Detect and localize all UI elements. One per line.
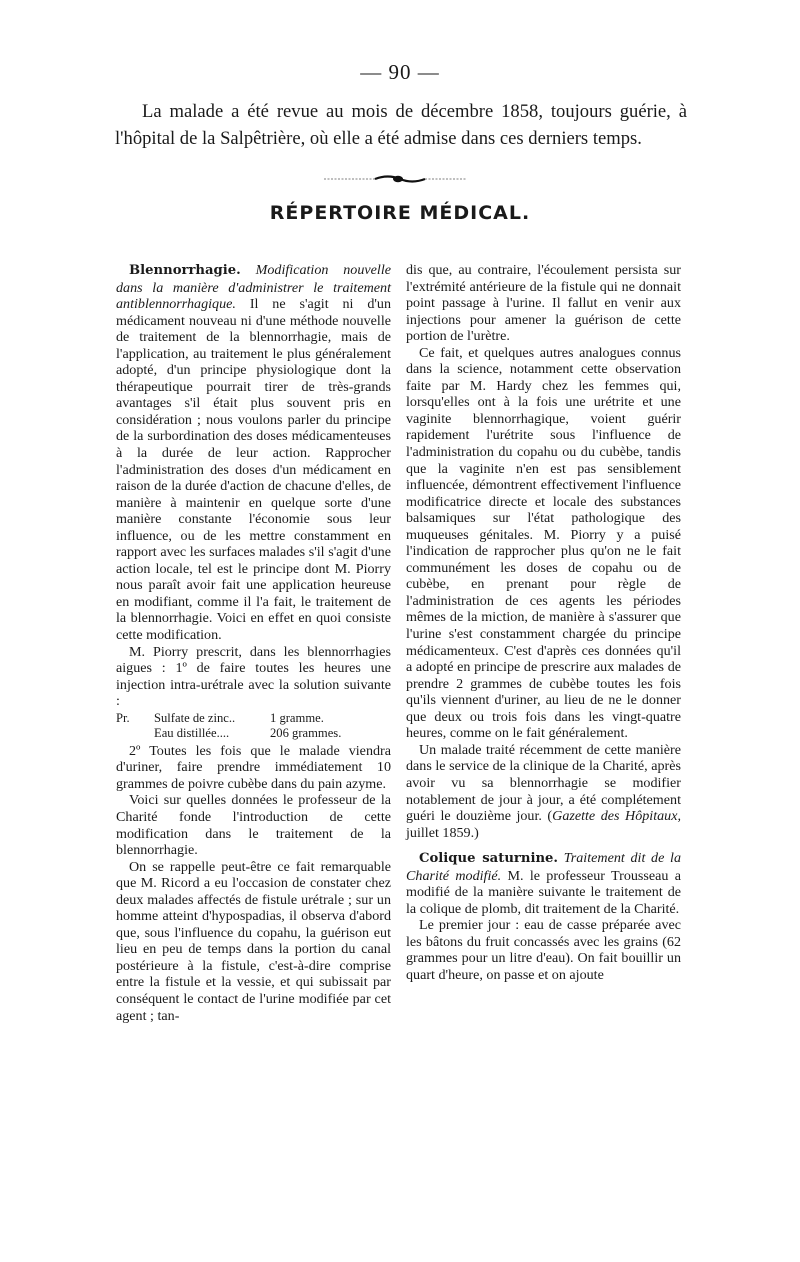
left-column <box>116 262 391 1024</box>
article-heading: Blennorrhagie. <box>129 263 241 278</box>
section-title: RÉPERTOIRE MÉDICAL. <box>269 202 531 224</box>
paragraph: Le premier jour : eau de casse préparée avec les bâtons du fruit concassés avec les grains (62 grammes pour un litre d'eau). On fait bouillir un quart d'heure, on passe et on ajoute <box>406 917 681 983</box>
prescription-row <box>116 711 391 726</box>
paragraph: 2º Toutes les fois que le malade viendra d'uriner, faire prendre immédiatement 10 grammes de poivre cubèbe dans du pain azyme. <box>116 742 391 792</box>
prescription-amount: 1 gramme. <box>270 710 324 725</box>
article-text: M. le professeur Trousseau a modifié de la manière suivante le traitement de la colique de plomb, dit traitement de la Charité. <box>406 867 682 917</box>
article-blennorrhagie <box>116 262 391 644</box>
article-text: Il ne s'agit ni d'un médicament nouveau ni d'une méthode nouvelle de traitement de la blennorrhagie, mais de l'application, au traitement le plus généralement adopté, d'un principe physiologique dont la thérapeutique pourrait tirer de très-grands avantages s'il était plus souvent pris en considération ; nous voulons parler du principe de la surbordination des doses médicamenteuses à la durée de leur action. Rapprocher l'administration des doses d'un médicament en raison de la durée d'action de chacune d'elles, de manière à maintenir en quelque sorte d'une manière constante l'économie sous leur influence, ou de les mettre constamment en rapport avec les surfaces malades s'il s'agit d'une action locale, tel est le principe dont M. Piorry nous paraît avoir fait une application heureuse en modifiant, comme il l'a fait, le traitement de la blennorrhagie. Voici en effet en quoi consiste cette modification. <box>116 296 391 644</box>
article-colique-saturnine <box>406 850 681 917</box>
paragraph <box>406 742 681 841</box>
intro-paragraph: La malade a été revue au mois de décembre 1858, toujours guérie, à l'hôpital de la Salpêtrière, où elle a été admise dans ces derniers temps. <box>115 101 687 149</box>
citation-date: juillet 1859.) <box>406 824 479 841</box>
paragraph-text: Un malade traité récemment de cette manière dans le service de la clinique de la Charité, après avoir vu sa blennorrhagie se modifier notablement de jour à jour, a été complétement guéri le douzième jour. ( <box>406 741 681 825</box>
paragraph: On se rappelle peut-être ce fait remarquable que M. Ricord a eu l'occasion de constater chez deux malades affectés de fistule urétrale ; sur un homme atteint d'hypospadias, il observa d'abord que, sous l'influence du copahu, la guérison eut lieu en peu de temps dans la portion du canal postérieure à la fistule, c'est-à-dire comprise entre la fistule et la vessie, et qui subissait par conséquent le contact de l'urine modifiée par cet agent ; tan- <box>116 858 391 1024</box>
prescription-prefix: Pr. <box>116 710 130 725</box>
right-column <box>406 262 681 984</box>
ornament-divider-icon <box>320 172 470 186</box>
page-number: — 90 — <box>360 60 440 84</box>
paragraph: Ce fait, et quelques autres analogues connus dans la science, notamment cette observation faite par M. Hardy chez les femmes qui, lorsqu'elles ont à la fois une urétrite et une vaginite blennorrhagique, voient guérir rapidement l'urétrite sous l'influence de l'administration du copahu ou du cubèbe, tandis que la vaginite n'en est pas sensiblement influencée, démontrent effectivement l'influence modificatrice directe et locale des substances balsamiques sur l'état pathologique des muqueuses génitales. M. Piorry y a puisé l'indication de rapprocher plus qu'on ne le fait communément les doses de copahu ou de cubèbe, en prenant pour règle de l'administration de ces agents les périodes mêmes de la miction, de manière à s'assurer que l'urine s'est constamment chargée du principe médicamenteux. C'est d'après ces données qu'il a adopté en principe de prescrire aux malades de prendre 2 grammes de cubèbe toutes les fois qu'ils viennent d'uriner, au lieu de ne le donner que deux ou trois fois dans les vingt-quatre heures, comme on le fait généralement. <box>406 344 681 742</box>
article-subheading: Modification nouvelle dans la manière d'administrer le traitement antiblennorrhagique. <box>116 262 391 313</box>
citation-source: Gazette des Hôpitaux, <box>552 808 681 825</box>
article-subheading: Traitement dit de la Charité modifié. <box>406 850 681 884</box>
prescription-row <box>116 726 391 741</box>
prescription <box>116 711 391 741</box>
prescription-ingredient: Eau distillée.... <box>154 725 230 740</box>
paragraph: dis que, au contraire, l'écoulement persista sur l'extrémité antérieure de la fistule qui ne donnait point passage à l'urine. Il fallut en venir aux injections pour amener la guérison de cette portion de l'urètre. <box>406 262 681 345</box>
article-heading: Colique saturnine. <box>419 851 559 867</box>
paragraph: Voici sur quelles données le professeur de la Charité fonde l'introduction de cette modification dans le traitement de la blennorrhagie. <box>116 792 391 859</box>
prescription-amount: 206 grammes. <box>270 725 342 740</box>
paragraph: M. Piorry prescrit, dans les blennorrhagies aigues : 1º de faire toutes les heures une injection intra-urétrale avec la solution suivante : <box>116 643 391 710</box>
prescription-ingredient: Sulfate de zinc.. <box>154 710 236 725</box>
